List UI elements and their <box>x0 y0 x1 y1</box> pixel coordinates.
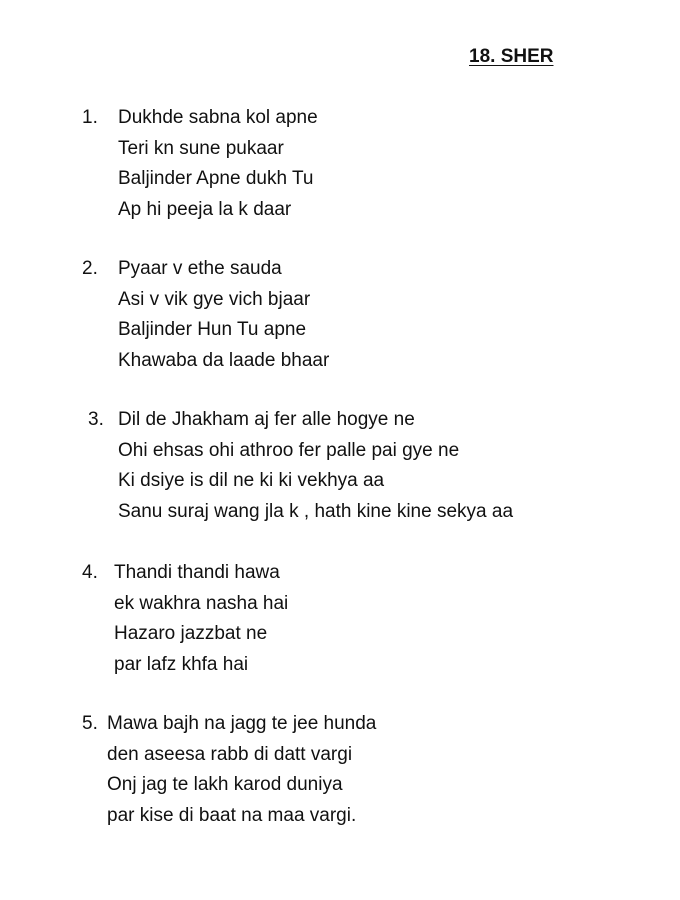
verse-number: 3. <box>88 409 104 430</box>
verse-line: Thandi thandi hawa <box>114 562 280 583</box>
verse-line: Pyaar v ethe sauda <box>118 258 282 279</box>
verse-line: Dukhde sabna kol apne <box>118 107 318 128</box>
verse-3 <box>88 405 513 527</box>
verse-line: Baljinder Apne dukh Tu <box>118 168 314 189</box>
verse-number: 4. <box>82 562 98 583</box>
verse-line: Sanu suraj wang jla k , hath kine kine sekya aa <box>118 500 514 522</box>
verse-line: par lafz khfa hai <box>114 653 249 675</box>
verse-line: Baljinder Hun Tu apne <box>118 319 307 340</box>
verse-4 <box>82 558 288 680</box>
verse-line: Hazaro jazzbat ne <box>114 623 268 644</box>
verse-5 <box>82 709 376 831</box>
verse-1 <box>82 103 318 225</box>
verse-line: Onj jag te lakh karod duniya <box>107 774 343 795</box>
verse-line: Teri kn sune pukaar <box>118 137 284 159</box>
verse-line: Ohi ehsas ohi athroo fer palle pai gye ne <box>118 439 460 461</box>
verse-number: 1. <box>82 107 98 128</box>
verse-line: ek wakhra nasha hai <box>114 592 289 614</box>
verse-line: Mawa bajh na jagg te jee hunda <box>107 713 377 734</box>
verse-line: Ap hi peeja la k daar <box>118 198 292 220</box>
page-title: 18. SHER <box>469 46 554 67</box>
verse-2 <box>82 254 329 376</box>
verse-line: Ki dsiye is dil ne ki ki vekhya aa <box>118 470 385 491</box>
verse-line: den aseesa rabb di datt vargi <box>107 743 353 765</box>
verse-line: par kise di baat na maa vargi. <box>107 804 357 826</box>
verse-line: Dil de Jhakham aj fer alle hogye ne <box>118 409 415 430</box>
verse-line: Khawaba da laade bhaar <box>118 349 330 371</box>
verse-number: 5. <box>82 713 98 734</box>
verse-line: Asi v vik gye vich bjaar <box>118 288 311 310</box>
verse-number: 2. <box>82 258 98 279</box>
